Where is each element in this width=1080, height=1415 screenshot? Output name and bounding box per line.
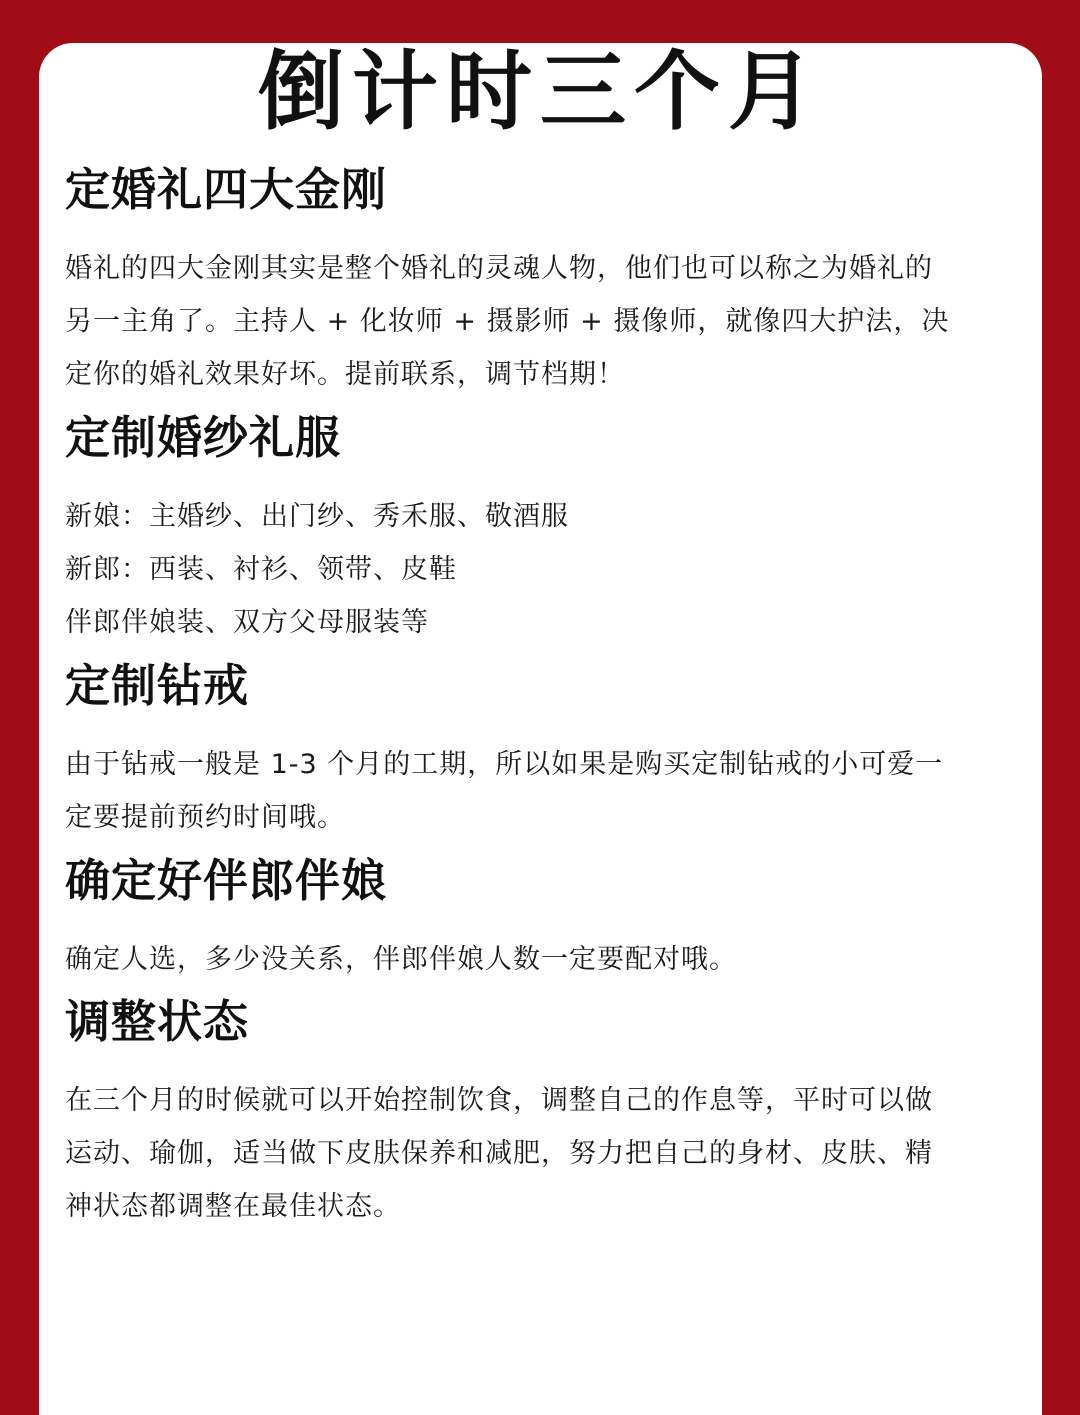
body-line: 运动、瑜伽，适当做下皮肤保养和减肥，努力把自己的身材、皮肤、精 <box>65 1138 933 1169</box>
section-heading: 定制婚纱礼服 <box>65 411 342 464</box>
body-line: 定要提前预约时间哦。 <box>65 802 345 833</box>
body-line: 确定人选，多少没关系，伴郎伴娘人数一定要配对哦。 <box>65 944 737 975</box>
section-heading: 定婚礼四大金刚 <box>65 163 388 216</box>
body-line: 新娘：主婚纱、出门纱、秀禾服、敬酒服 <box>65 501 569 532</box>
section-body <box>65 933 1025 986</box>
section-diamond-ring <box>65 656 1025 844</box>
section-body <box>65 1074 1025 1233</box>
body-line: 另一主角了。主持人 + 化妆师 + 摄影师 + 摄像师，就像四大护法，决 <box>65 306 950 337</box>
body-line: 在三个月的时候就可以开始控制饮食，调整自己的作息等，平时可以做 <box>65 1085 933 1116</box>
section-heading: 确定好伴郎伴娘 <box>65 854 388 907</box>
body-line: 由于钻戒一般是 1-3 个月的工期，所以如果是购买定制钻戒的小可爱一 <box>65 749 944 780</box>
section-heading: 定制钻戒 <box>65 659 250 712</box>
body-line: 神状态都调整在最佳状态。 <box>65 1191 401 1222</box>
body-line: 婚礼的四大金刚其实是整个婚礼的灵魂人物，他们也可以称之为婚礼的 <box>65 253 933 284</box>
section-wedding-dress <box>65 408 1025 649</box>
body-line: 伴郎伴娘装、双方父母服装等 <box>65 607 429 638</box>
section-heading: 调整状态 <box>65 995 250 1048</box>
body-line: 新郎：西装、衬衫、领带、皮鞋 <box>65 554 457 585</box>
section-body <box>65 490 1025 649</box>
body-line: 定你的婚礼效果好坏。提前联系，调节档期！ <box>65 359 625 390</box>
section-body <box>65 738 1025 844</box>
section-wedding-team <box>65 160 1025 401</box>
section-body <box>65 242 1025 401</box>
page-title: 倒计时三个月 <box>258 42 822 142</box>
section-adjust-condition <box>65 992 1025 1233</box>
section-groomsmen-bridesmaids <box>65 851 1025 986</box>
